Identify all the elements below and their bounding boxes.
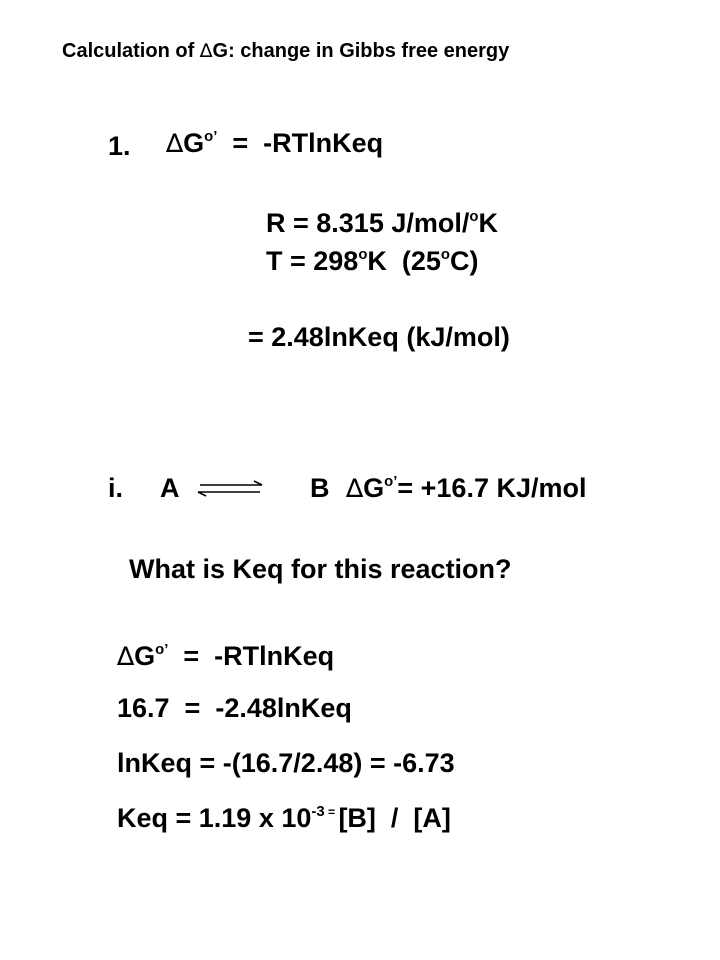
page-title <box>62 40 509 63</box>
equals-sign: = <box>324 805 339 820</box>
section-number: 1. <box>108 131 131 161</box>
delta-g-value: = +16.7 KJ/mol <box>397 473 587 503</box>
prime-superscript: ’ <box>213 128 218 145</box>
title-prefix: Calculation of <box>62 40 200 62</box>
degree-superscript: o <box>469 208 479 225</box>
gibbs-equation <box>166 128 383 159</box>
delta-symbol: ∆ <box>346 474 364 504</box>
degree-superscript: o <box>358 246 368 263</box>
standard-state-superscript: o <box>155 641 165 658</box>
g-symbol: G <box>363 473 385 503</box>
prime-superscript: ’ <box>164 641 169 658</box>
simplified-result: = 2.48lnKeq (kJ/mol) <box>248 322 510 352</box>
keq-value: Keq = 1.19 x 10 <box>117 803 312 833</box>
delta-symbol: ∆ <box>166 129 184 159</box>
delta-symbol: ∆ <box>117 642 135 672</box>
gas-constant-line <box>266 208 498 239</box>
temperature-celsius-close: C) <box>450 246 479 276</box>
temperature-celsius-open: K (25 <box>367 246 441 276</box>
problem-question: What is Keq for this reaction? <box>129 554 512 584</box>
equation-rhs: = -RTlnKeq <box>168 641 335 671</box>
gas-constant-unit: K <box>478 208 498 238</box>
g-symbol: G <box>134 641 156 671</box>
problem-delta-g <box>346 473 586 504</box>
equation-rhs: = -RTlnKeq <box>217 128 384 158</box>
reactant-a: A <box>160 473 180 503</box>
standard-state-superscript: o <box>384 473 394 490</box>
title-suffix: G: change in Gibbs free energy <box>212 40 510 62</box>
g-symbol: G <box>183 128 205 158</box>
delta-symbol: ∆ <box>199 40 213 62</box>
solution-line-1 <box>117 641 334 672</box>
prime-superscript: ’ <box>393 473 398 490</box>
solution-line-2: 16.7 = -2.48lnKeq <box>117 693 352 723</box>
exponent-superscript: -3 <box>311 803 325 820</box>
temperature-kelvin: T = 298 <box>266 246 359 276</box>
gas-constant-text: R = 8.315 J/mol/ <box>266 208 470 238</box>
standard-state-superscript: o <box>204 128 214 145</box>
temperature-line <box>266 246 479 277</box>
problem-label: i. <box>108 473 124 503</box>
equilibrium-arrow-icon <box>194 479 266 499</box>
concentration-ratio: [B] / [A] <box>338 803 451 833</box>
degree-superscript: o <box>440 246 450 263</box>
product-b: B <box>310 473 330 503</box>
solution-line-4 <box>117 803 451 834</box>
solution-line-3: lnKeq = -(16.7/2.48) = -6.73 <box>117 748 455 778</box>
